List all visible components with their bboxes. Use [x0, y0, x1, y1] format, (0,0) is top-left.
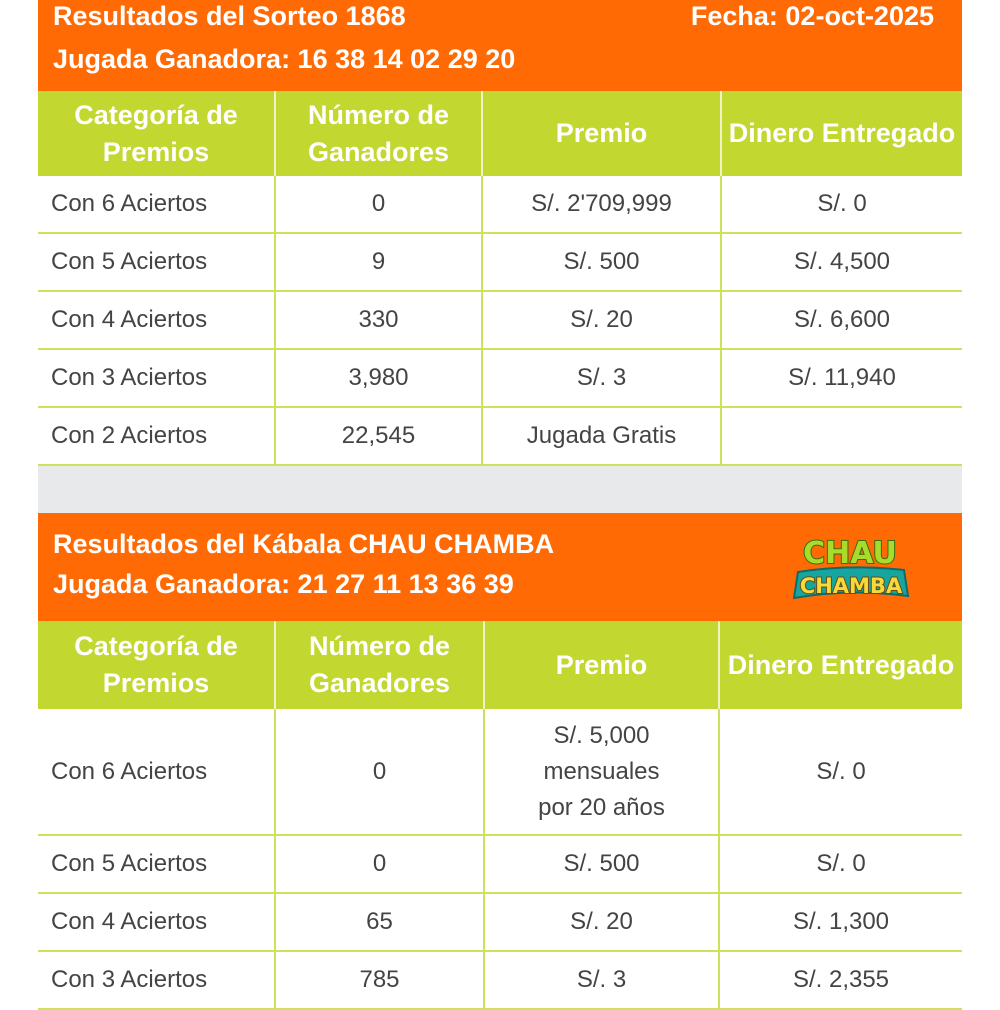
table-row [38, 893, 962, 951]
table-header-row [38, 91, 962, 176]
header-winners: Número de Ganadores [275, 91, 482, 176]
table-row [38, 176, 962, 233]
cell-paid: S/. 6,600 [721, 291, 962, 349]
cell-category: Con 5 Aciertos [38, 835, 275, 893]
chau-chamba-results-table [38, 621, 962, 1010]
header-prize: Premio [482, 91, 721, 176]
cell-category: Con 3 Aciertos [38, 349, 275, 407]
cell-paid: S/. 0 [719, 709, 962, 835]
cell-paid: S/. 4,500 [721, 233, 962, 291]
sorteo-title: Resultados del Sorteo 1868 [53, 1, 406, 31]
prize-line: mensuales [543, 757, 660, 785]
header-paid: Dinero Entregado [719, 621, 962, 709]
table-row [38, 349, 962, 407]
chau-chamba-banner [38, 513, 962, 621]
cell-category: Con 6 Aciertos [38, 176, 275, 233]
cell-winners: 65 [275, 893, 484, 951]
cell-category: Con 5 Aciertos [38, 233, 275, 291]
cell-paid: S/. 0 [719, 835, 962, 893]
prize-line: S/. 5,000 [553, 721, 650, 749]
sorteo-date: Fecha: 02-oct-2025 [690, 1, 934, 31]
cell-paid: S/. 2,355 [719, 951, 962, 1009]
svg-text:CHAU: CHAU [803, 536, 897, 571]
sorteo-banner [38, 0, 962, 91]
cell-paid: S/. 11,940 [721, 349, 962, 407]
cell-prize: S/. 20 [482, 291, 721, 349]
table-row [38, 835, 962, 893]
cell-prize: S/. 500 [484, 835, 719, 893]
cell-paid [721, 407, 962, 465]
table-row [38, 291, 962, 349]
cell-winners: 0 [275, 835, 484, 893]
cell-winners: 330 [275, 291, 482, 349]
table-row [38, 709, 962, 835]
cell-category: Con 4 Aciertos [38, 291, 275, 349]
header-winners: Número de Ganadores [275, 621, 484, 709]
svg-text:CHAMBA: CHAMBA [799, 574, 903, 598]
prize-line: por 20 años [538, 793, 665, 821]
cell-category: Con 2 Aciertos [38, 407, 275, 465]
sorteo-winning-numbers: Jugada Ganadora: 16 38 14 02 29 20 [53, 44, 516, 74]
chau-chamba-winning-numbers: Jugada Ganadora: 21 27 11 13 36 39 [53, 569, 514, 599]
section-separator [38, 466, 962, 513]
cell-prize: Jugada Gratis [482, 407, 721, 465]
cell-category: Con 4 Aciertos [38, 893, 275, 951]
cell-prize: S/. 3 [482, 349, 721, 407]
cell-paid: S/. 0 [721, 176, 962, 233]
cell-category: Con 3 Aciertos [38, 951, 275, 1009]
cell-paid: S/. 1,300 [719, 893, 962, 951]
cell-winners: 0 [275, 709, 484, 835]
chau-chamba-title: Resultados del Kábala CHAU CHAMBA [53, 529, 555, 559]
cell-winners: 22,545 [275, 407, 482, 465]
table-row [38, 233, 962, 291]
sorteo-results-table [38, 91, 962, 466]
table-row [38, 407, 962, 465]
cell-winners: 785 [275, 951, 484, 1009]
cell-winners: 0 [275, 176, 482, 233]
cell-winners: 9 [275, 233, 482, 291]
cell-prize: S/. 500 [482, 233, 721, 291]
header-category: Categoría de Premios [38, 621, 275, 709]
cell-prize [484, 709, 719, 835]
cell-category: Con 6 Aciertos [38, 709, 275, 835]
results-page [38, 0, 962, 1010]
cell-prize: S/. 3 [484, 951, 719, 1009]
table-row [38, 951, 962, 1009]
cell-prize: S/. 2'709,999 [482, 176, 721, 233]
header-paid: Dinero Entregado [721, 91, 962, 176]
cell-winners: 3,980 [275, 349, 482, 407]
header-prize: Premio [484, 621, 719, 709]
header-category: Categoría de Premios [38, 91, 275, 176]
chau-chamba-logo-icon [780, 530, 920, 604]
table-header-row [38, 621, 962, 709]
cell-prize: S/. 20 [484, 893, 719, 951]
